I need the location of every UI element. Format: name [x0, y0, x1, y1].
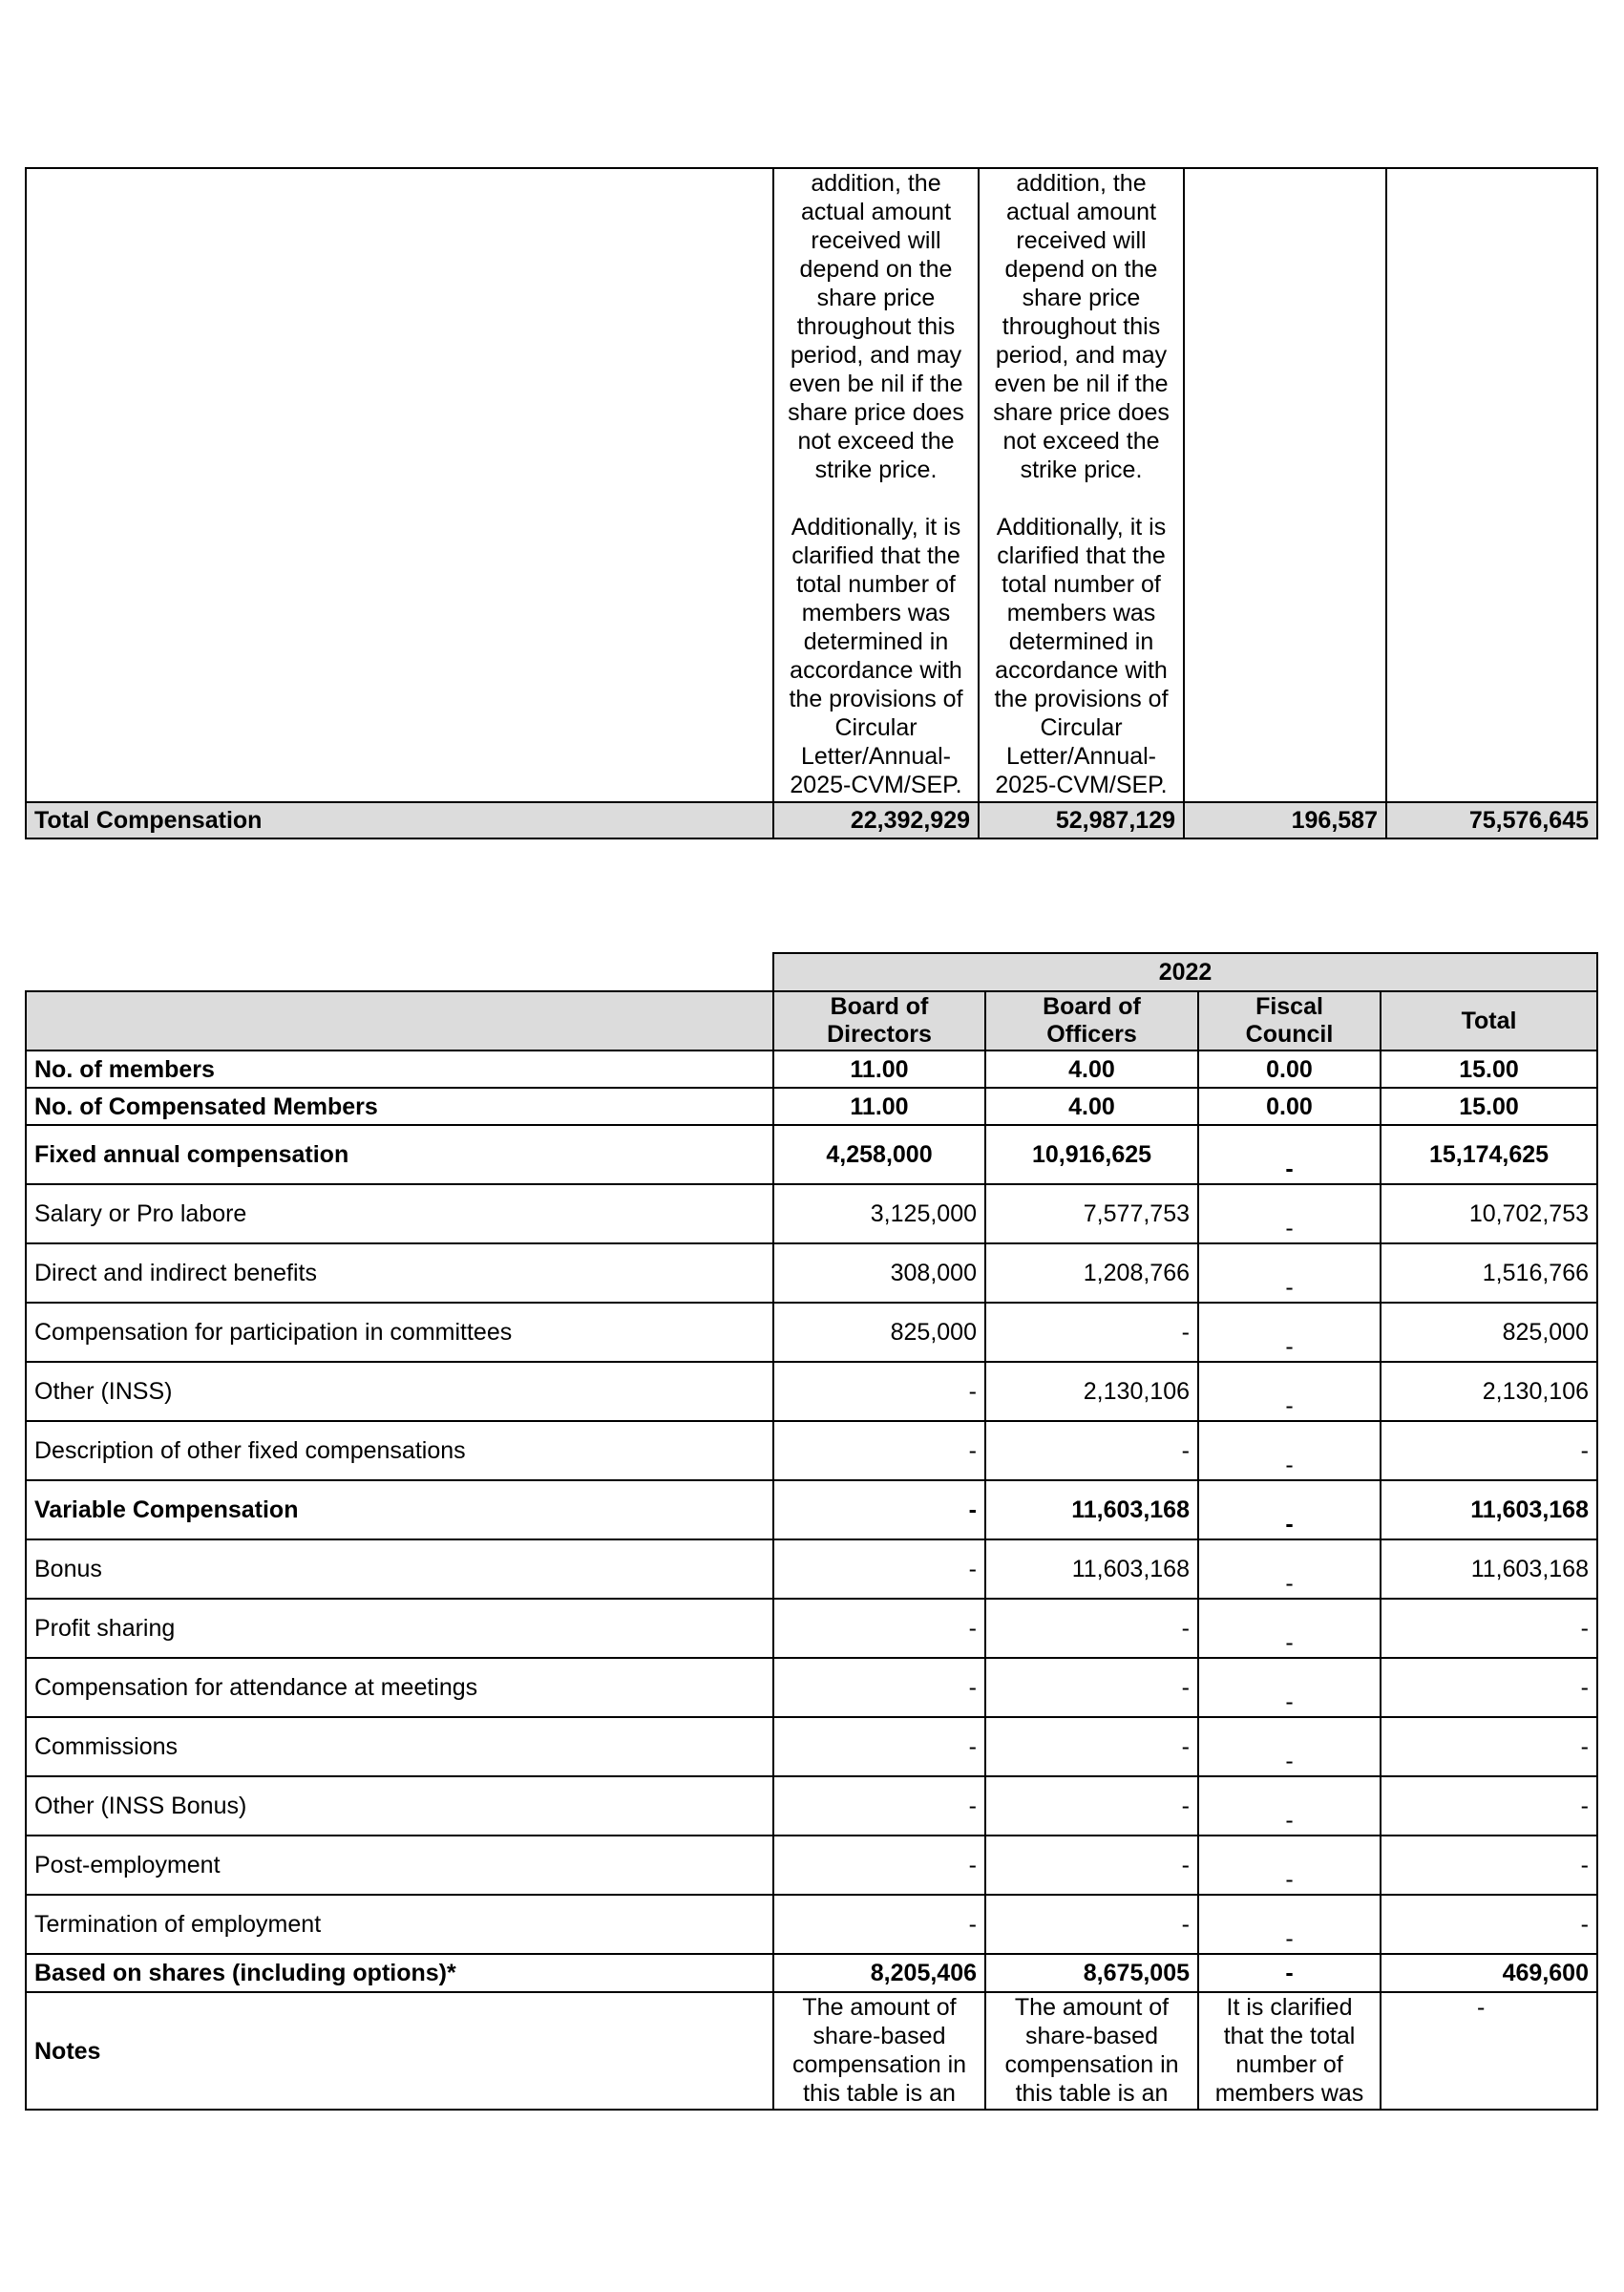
table-row	[26, 1243, 1597, 1303]
cell-boo: 11,603,168	[985, 1480, 1198, 1539]
row-label: Post-employment	[26, 1836, 773, 1895]
cell-total: 2,130,106	[1381, 1362, 1597, 1421]
cell-fc: -	[1198, 1658, 1381, 1717]
cell-bod: -	[773, 1480, 985, 1539]
header-blank	[26, 991, 773, 1050]
notes-row-2022	[26, 1992, 1597, 2110]
notes-total	[1386, 168, 1597, 802]
cell-total: -	[1381, 1599, 1597, 1658]
cell-fc: -	[1198, 1243, 1381, 1303]
table-row	[26, 1125, 1597, 1184]
header-fiscal-council: Fiscal Council	[1198, 991, 1381, 1050]
cell-boo: 10,916,625	[985, 1125, 1198, 1184]
table-row	[26, 1895, 1597, 1954]
cell-fc: -	[1198, 1895, 1381, 1954]
cell-bod: 825,000	[773, 1303, 985, 1362]
notes-fc: It is clarified that the total number of members was	[1198, 1992, 1381, 2110]
cell-boo: -	[985, 1658, 1198, 1717]
cell-total: -	[1381, 1658, 1597, 1717]
table-row	[26, 1599, 1597, 1658]
total-compensation-fc: 196,587	[1184, 802, 1386, 838]
column-header-row	[26, 991, 1597, 1050]
cell-fc: -	[1198, 1776, 1381, 1836]
table-row	[26, 1184, 1597, 1243]
notes-total: -	[1381, 1992, 1597, 2110]
table-row	[26, 1658, 1597, 1717]
cell-fc: -	[1198, 1184, 1381, 1243]
notes-board-of-officers: addition, the actual amount received will depend on the share price throughout this period, and may even be nil if the share price does not exceed the strike price. Additionally, it is clarified that the total number of members was determined in accordance with the provisions of Circular Letter/Annual- 2025-CVM/SEP.	[979, 168, 1184, 802]
cell-total: -	[1381, 1421, 1597, 1480]
cell-total: 1,516,766	[1381, 1243, 1597, 1303]
cell-bod: 3,125,000	[773, 1184, 985, 1243]
header-board-of-directors: Board of Directors	[773, 991, 985, 1050]
table-row	[26, 1539, 1597, 1599]
cell-total: 10,702,753	[1381, 1184, 1597, 1243]
cell-boo: -	[985, 1421, 1198, 1480]
row-label: Compensation for participation in committees	[26, 1303, 773, 1362]
cell-fc: -	[1198, 1836, 1381, 1895]
cell-total: 11,603,168	[1381, 1480, 1597, 1539]
cell-fc: -	[1198, 1539, 1381, 1599]
cell-fc: -	[1198, 1599, 1381, 1658]
cell-bod: -	[773, 1658, 985, 1717]
cell-fc: 0.00	[1198, 1088, 1381, 1125]
cell-boo: 2,130,106	[985, 1362, 1198, 1421]
notes-fiscal-council	[1184, 168, 1386, 802]
cell-bod: -	[773, 1895, 985, 1954]
row-label: No. of Compensated Members	[26, 1088, 773, 1125]
row-label: Compensation for attendance at meetings	[26, 1658, 773, 1717]
row-label: Commissions	[26, 1717, 773, 1776]
row-label: Bonus	[26, 1539, 773, 1599]
cell-boo: -	[985, 1776, 1198, 1836]
table-row	[26, 1088, 1597, 1125]
cell-bod: 8,205,406	[773, 1954, 985, 1992]
row-label: Fixed annual compensation	[26, 1125, 773, 1184]
cell-bod: -	[773, 1421, 985, 1480]
cell-bod: -	[773, 1776, 985, 1836]
compensation-table-2022	[25, 952, 1598, 2111]
cell-fc: -	[1198, 1421, 1381, 1480]
cell-fc: -	[1198, 1717, 1381, 1776]
notes-label: Notes	[26, 1992, 773, 2110]
year-header-row	[26, 953, 1597, 991]
cell-bod: 11.00	[773, 1088, 985, 1125]
cell-boo: 1,208,766	[985, 1243, 1198, 1303]
cell-boo: -	[985, 1717, 1198, 1776]
cell-total: -	[1381, 1895, 1597, 1954]
table-row	[26, 1480, 1597, 1539]
table-row	[26, 1050, 1597, 1088]
total-compensation-row	[26, 802, 1597, 838]
cell-total: -	[1381, 1717, 1597, 1776]
row-label: Salary or Pro labore	[26, 1184, 773, 1243]
cell-bod: -	[773, 1836, 985, 1895]
cell-boo: 11,603,168	[985, 1539, 1198, 1599]
cell-total: 15.00	[1381, 1050, 1597, 1088]
cell-boo: 4.00	[985, 1050, 1198, 1088]
cell-bod: -	[773, 1599, 985, 1658]
notes-board-of-directors: addition, the actual amount received will depend on the share price throughout this period, and may even be nil if the share price does not exceed the strike price. Additionally, it is clarified that the total number of members was determined in accordance with the provisions of Circular Letter/Annual- 2025-CVM/SEP.	[773, 168, 979, 802]
table-row	[26, 1836, 1597, 1895]
table-row	[26, 1776, 1597, 1836]
cell-fc: -	[1198, 1362, 1381, 1421]
cell-total: 11,603,168	[1381, 1539, 1597, 1599]
table-row	[26, 1362, 1597, 1421]
cell-fc: 0.00	[1198, 1050, 1381, 1088]
cell-fc: -	[1198, 1954, 1381, 1992]
notes-boo: The amount of share-based compensation in this table is an	[985, 1992, 1198, 2110]
row-label: Termination of employment	[26, 1895, 773, 1954]
table-row	[26, 1717, 1597, 1776]
row-label: Other (INSS Bonus)	[26, 1776, 773, 1836]
row-label: Based on shares (including options)*	[26, 1954, 773, 1992]
cell-boo: 4.00	[985, 1088, 1198, 1125]
row-label: No. of members	[26, 1050, 773, 1088]
total-compensation-bod: 22,392,929	[773, 802, 979, 838]
header-total: Total	[1381, 991, 1597, 1050]
total-compensation-total: 75,576,645	[1386, 802, 1597, 838]
cell-total: 825,000	[1381, 1303, 1597, 1362]
table-row	[26, 1303, 1597, 1362]
cell-total: -	[1381, 1836, 1597, 1895]
cell-boo: -	[985, 1599, 1198, 1658]
cell-boo: -	[985, 1895, 1198, 1954]
cell-fc: -	[1198, 1125, 1381, 1184]
cell-bod: 4,258,000	[773, 1125, 985, 1184]
cell-bod: -	[773, 1717, 985, 1776]
total-compensation-label: Total Compensation	[26, 802, 773, 838]
cell-bod: 308,000	[773, 1243, 985, 1303]
row-label: Description of other fixed compensations	[26, 1421, 773, 1480]
compensation-table-continued	[25, 167, 1598, 839]
cell-fc: -	[1198, 1480, 1381, 1539]
notes-bod: The amount of share-based compensation in this table is an	[773, 1992, 985, 2110]
row-label: Profit sharing	[26, 1599, 773, 1658]
total-compensation-boo: 52,987,129	[979, 802, 1184, 838]
table-row	[26, 1421, 1597, 1480]
year-header: 2022	[773, 953, 1597, 991]
cell-total: 15,174,625	[1381, 1125, 1597, 1184]
cell-boo: 7,577,753	[985, 1184, 1198, 1243]
cell-fc: -	[1198, 1303, 1381, 1362]
cell-bod: -	[773, 1539, 985, 1599]
cell-bod: -	[773, 1362, 985, 1421]
cell-boo: -	[985, 1836, 1198, 1895]
table-row	[26, 1954, 1597, 1992]
notes-label-cell	[26, 168, 773, 802]
cell-total: 15.00	[1381, 1088, 1597, 1125]
cell-total: -	[1381, 1776, 1597, 1836]
row-label: Other (INSS)	[26, 1362, 773, 1421]
cell-bod: 11.00	[773, 1050, 985, 1088]
cell-total: 469,600	[1381, 1954, 1597, 1992]
cell-boo: -	[985, 1303, 1198, 1362]
header-board-of-officers: Board of Officers	[985, 991, 1198, 1050]
cell-boo: 8,675,005	[985, 1954, 1198, 1992]
notes-row	[26, 168, 1597, 802]
row-label: Direct and indirect benefits	[26, 1243, 773, 1303]
row-label: Variable Compensation	[26, 1480, 773, 1539]
